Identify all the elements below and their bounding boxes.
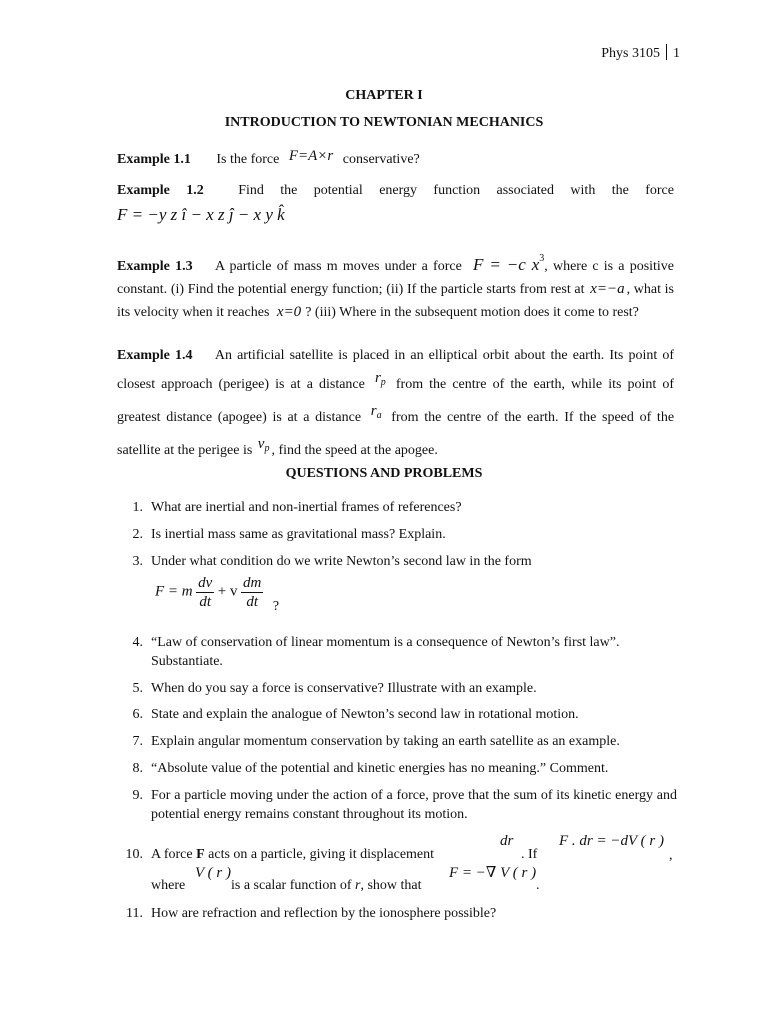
example-text: from the centre of the earth, while its point of greatest distance (apogee) is at a distance (117, 377, 675, 425)
question-number: 10. (125, 847, 143, 862)
fraction-dm-dt: $\frac{dm}{dt}$ (243, 575, 262, 610)
q10-period: . (536, 878, 540, 893)
question-number: 11. (126, 906, 143, 921)
question-text: For a particle moving under the action of a force, prove that the sum of its kinetic energy and potential energy remains constant throughout its motion. (151, 788, 677, 822)
example-text: A particle of mass m moves under a force (215, 259, 462, 274)
question-number: 9. (132, 788, 143, 803)
example-text: , where c is a positive constant. (i) Find the potential energy function; (ii) If the particle starts from rest at (117, 259, 675, 297)
q10-text-1: A force F acts on a particle, giving it displacement (151, 847, 435, 862)
perigee-speed: $v_p$ (257, 436, 270, 454)
chapter-title: INTRODUCTION TO NEWTONIAN MECHANICS (224, 115, 544, 130)
example-label: Example 1.4 (117, 348, 193, 363)
fraction-dv-dt: $\frac{dv}{dt}$ (198, 575, 213, 610)
question-number: 7. (132, 734, 143, 749)
question-number: 2. (132, 527, 143, 542)
chapter-number: CHAPTER I (345, 88, 423, 103)
example-label: Example 1.2 (117, 183, 204, 198)
question-mark: ? (272, 598, 280, 614)
q10-comma: , (669, 848, 673, 863)
force-expression: F=A×r (288, 148, 334, 164)
example-text: conservative? (342, 152, 420, 167)
q10-text-2: is a scalar function of r, show that (231, 878, 422, 893)
force-expression: F = −c x (473, 255, 540, 274)
example-text: , what is its velocity when it reaches (117, 282, 674, 320)
question-text: Explain angular momentum conservation by taking an earth satellite as an example. (151, 734, 620, 749)
potential-v-r: V ( r ) (195, 865, 231, 881)
question-text: How are refraction and reflection by the ionosphere possible? (151, 906, 497, 921)
start-position: x=−a (590, 281, 625, 297)
formula-lhs: F = m (155, 583, 193, 600)
example-text: Find the potential energy function associated with the force (238, 183, 674, 198)
example-1-1 (117, 148, 674, 171)
question-number: 1. (132, 500, 143, 515)
example-1-2-formula (117, 204, 674, 228)
example-label: Example 1.1 (117, 152, 191, 167)
force-expression: F = −y z î − x z ĵ − x y k̂ (117, 205, 285, 224)
example-text: from the centre of the earth. If the speed of the satellite at the perigee is (117, 410, 675, 458)
question-number: 5. (132, 681, 143, 696)
example-1-2 (117, 180, 674, 202)
question-text: When do you say a force is conservative? Illustrate with an example. (151, 681, 537, 696)
question-10-text (151, 833, 681, 896)
question-text: What are inertial and non-inertial frames of references? (151, 500, 462, 515)
displacement-dr: dr (500, 833, 514, 849)
apogee-distance: $r_a$ (370, 403, 382, 421)
formula-plus: + v (217, 583, 238, 600)
question-number: 6. (132, 707, 143, 722)
example-text: An artificial satellite is placed in an elliptical orbit about the earth. Its point of closest approach (perigee) is at a distance (117, 348, 675, 392)
example-1-4 (117, 342, 674, 469)
example-1-3 (117, 248, 674, 324)
perigee-distance: $r_p$ (374, 370, 386, 388)
newton-second-law-formula (155, 574, 355, 614)
exponent: 3 (539, 253, 545, 264)
work-equation: F . dr = −dV ( r ) (559, 833, 664, 849)
example-text: ? (iii) Where in the subsequent motion does it come to rest? (305, 305, 639, 320)
course-code: Phys 3105 (601, 46, 660, 61)
example-text: Is the force (216, 152, 280, 167)
example-label: Example 1.3 (117, 259, 193, 274)
question-number: 3. (132, 554, 143, 569)
q10-where: where (151, 878, 186, 893)
question-number: 4. (132, 635, 143, 650)
page-number: 1 (673, 46, 680, 61)
question-text: “Law of conservation of linear momentum is a consequence of Newton’s first law”. Substantiate. (151, 635, 620, 669)
example-text: , find the speed at the apogee. (271, 443, 438, 458)
question-text: Is inertial mass same as gravitational mass? Explain. (151, 527, 446, 542)
gradient-equation: F = −∇ V ( r ) (449, 865, 537, 881)
header-divider (666, 44, 667, 60)
question-number: 8. (132, 761, 143, 776)
question-text: “Absolute value of the potential and kinetic energies has no meaning.” Comment. (151, 761, 609, 776)
page-header (601, 44, 680, 62)
q10-if: . If (521, 847, 538, 862)
question-text: State and explain the analogue of Newton’s second law in rotational motion. (151, 707, 579, 722)
end-position: x=0 (276, 304, 302, 320)
section-title: QUESTIONS AND PROBLEMS (285, 466, 483, 481)
question-text: Under what condition do we write Newton’s second law in the form (151, 554, 532, 569)
